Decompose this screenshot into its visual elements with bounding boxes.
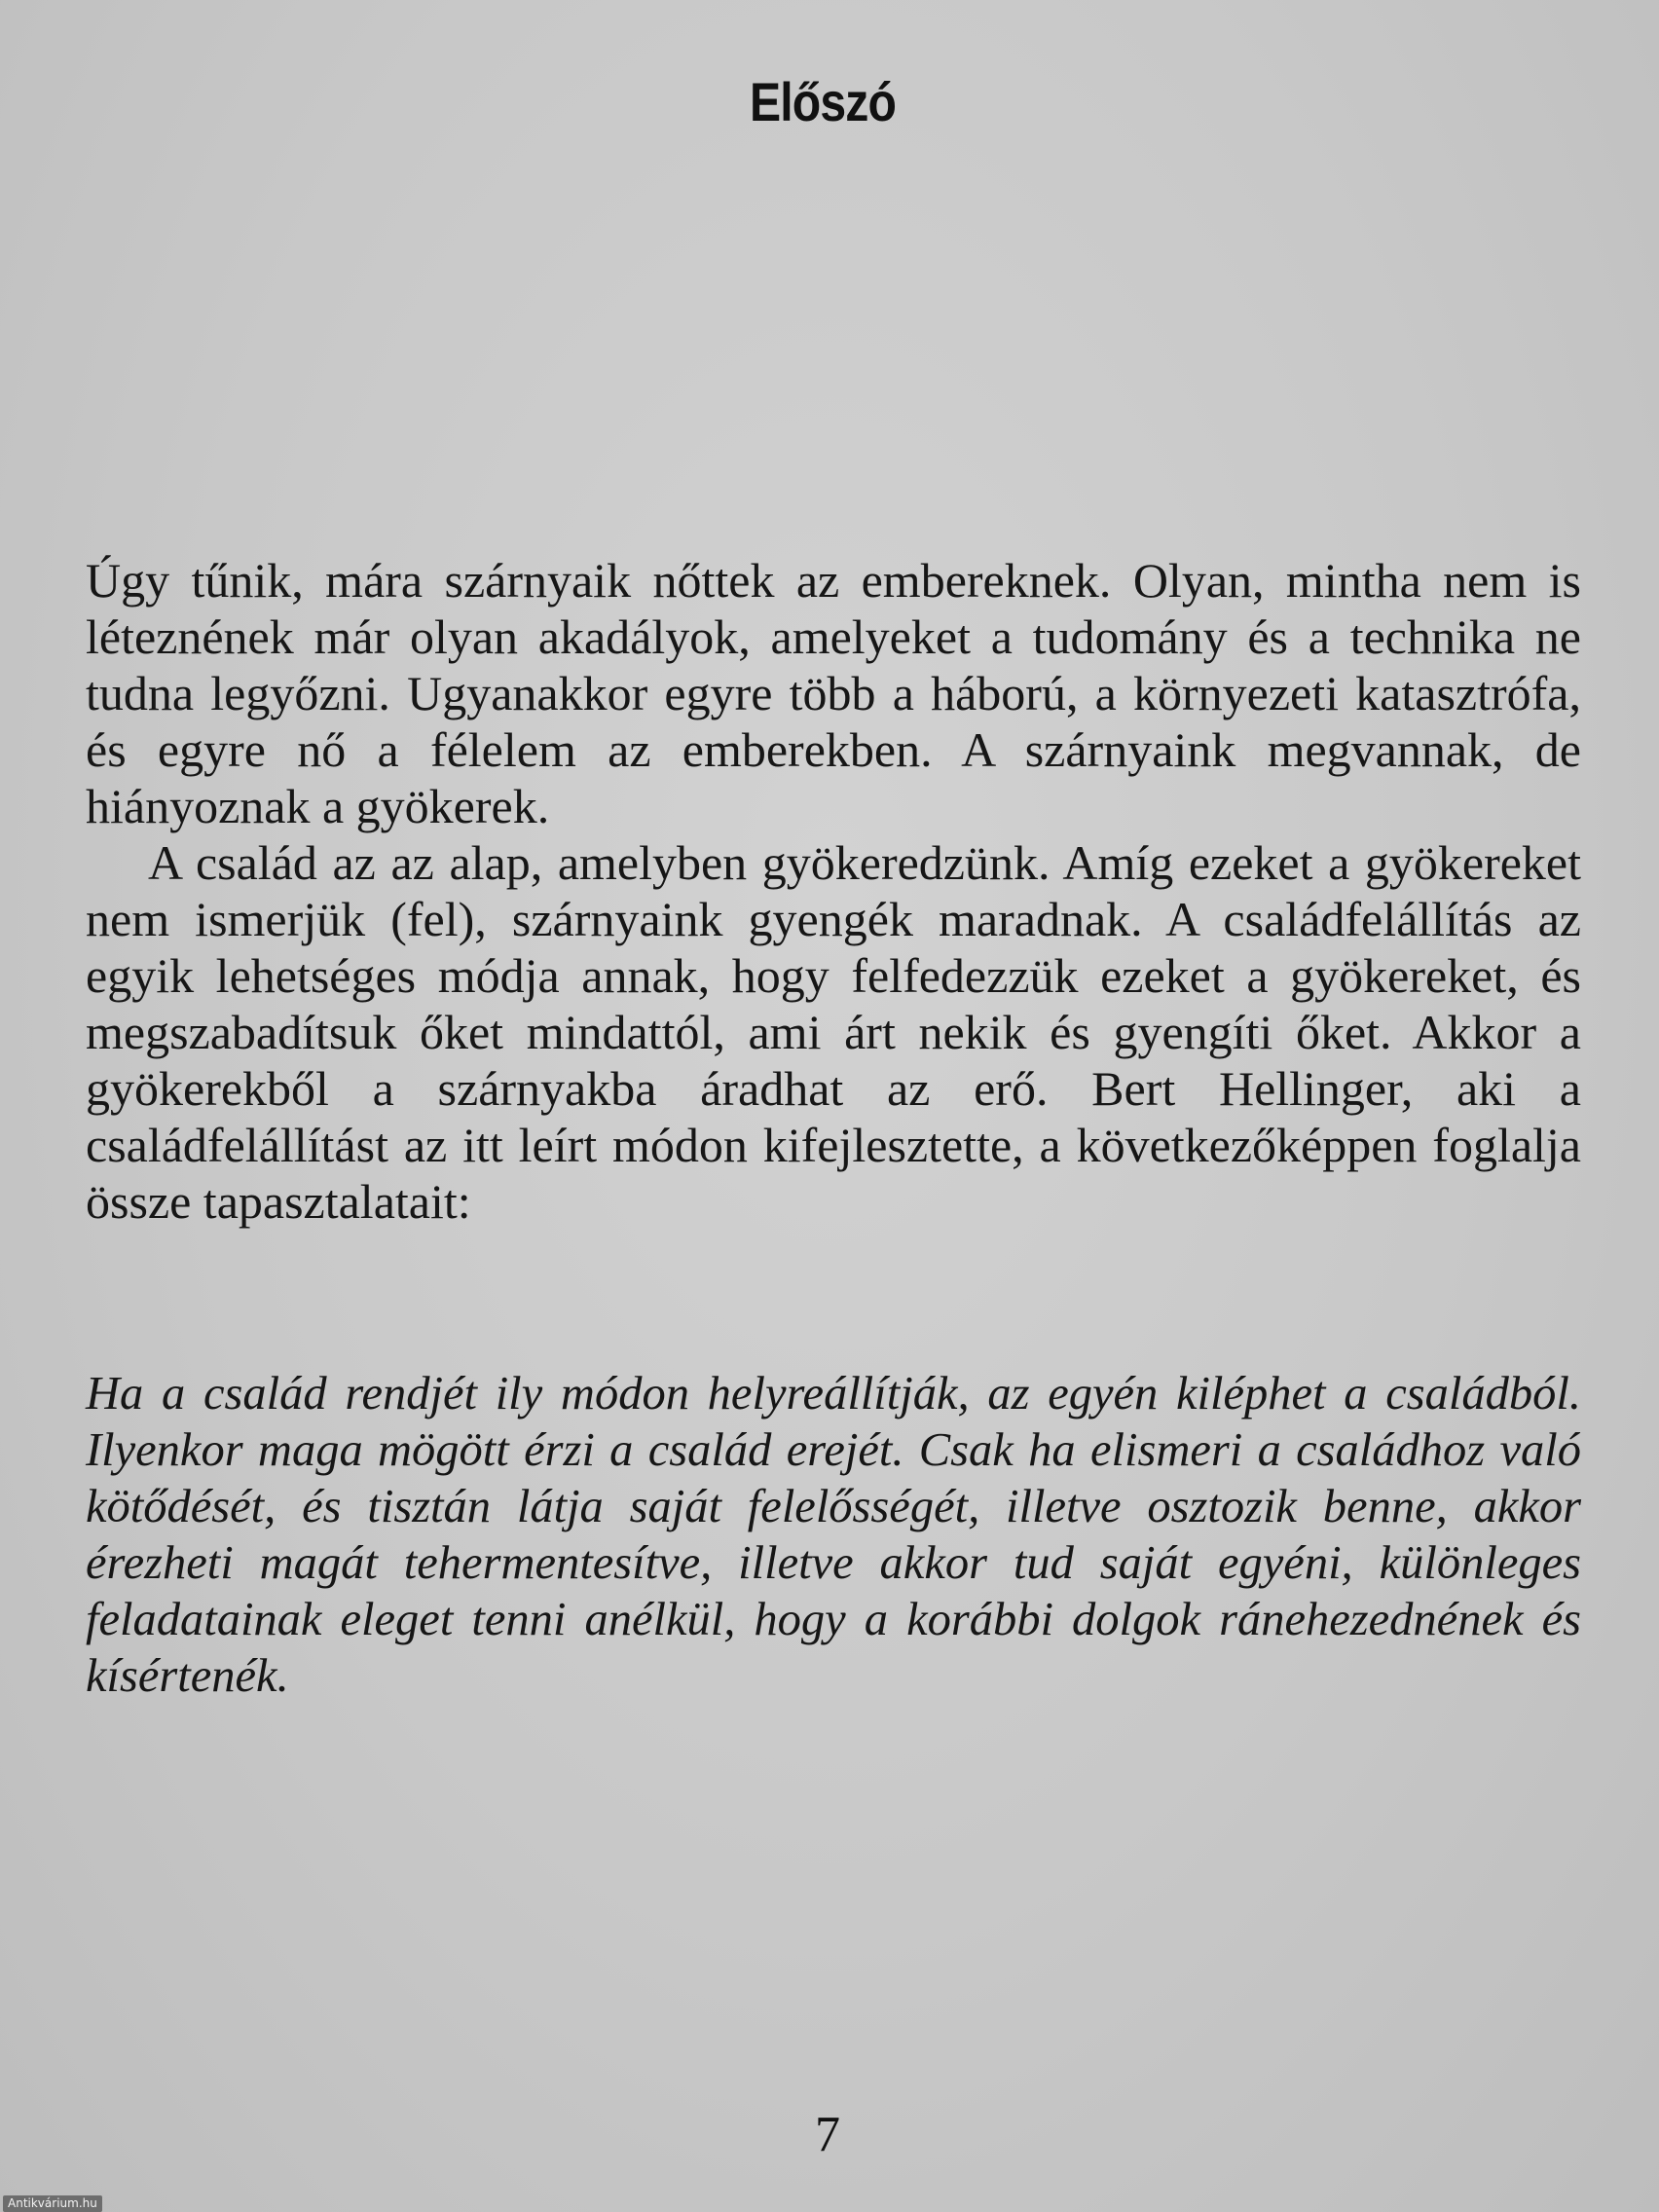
quote-block [86,1366,1581,1705]
page-title: Előszó [749,71,897,132]
paragraph-2: A család az az alap, amelyben gyökeredzünk. Amíg ezeket a gyökereket nem ismerjük (fel), szárnyaink gyengék maradnak. A családfelállítás az egyik lehetséges módja annak, hogy felfedezzük ezeket a gyökereket, és megszabadítsuk őket mindattól, ami árt nekik és gyengíti őket. Akkor a gyökerekből a szárnyakba áradhat az erő. Bert Hellinger, aki a családfelállítást az itt leírt módon kifejlesztette, a következőképpen foglalja össze tapasztalatait: [86,835,1581,1229]
quote-text: Ha a család rendjét ily módon helyreállítják, az egyén kiléphet a családból. Ilyenkor maga mögött érzi a család erejét. Csak ha elismeri a családhoz való kötődését, és tisztán látja saját felelősségét, illetve osztozik benne, akkor érezheti magát tehermentesítve, illetve akkor tud saját egyéni, különleges feladatainak eleget tenni anélkül, hogy a korábbi dolgok ránehezednének és kísértenék. [86,1368,1581,1702]
paragraph-1: Úgy tűnik, mára szárnyaik nőttek az embereknek. Olyan, mintha nem is léteznének már olyan akadályok, amelyeket a tudomány és a technika ne tudna legyőzni. Ugyanakkor egyre több a háború, a környezeti katasztrófa, és egyre nő a félelem az emberekben. A szárnyaink megvannak, de hiányoznak a gyökerek. [86,553,1581,833]
watermark: Antikvárium.hu [3,2195,102,2212]
page-number: 7 [815,2107,840,2162]
body-text [86,552,1581,1230]
